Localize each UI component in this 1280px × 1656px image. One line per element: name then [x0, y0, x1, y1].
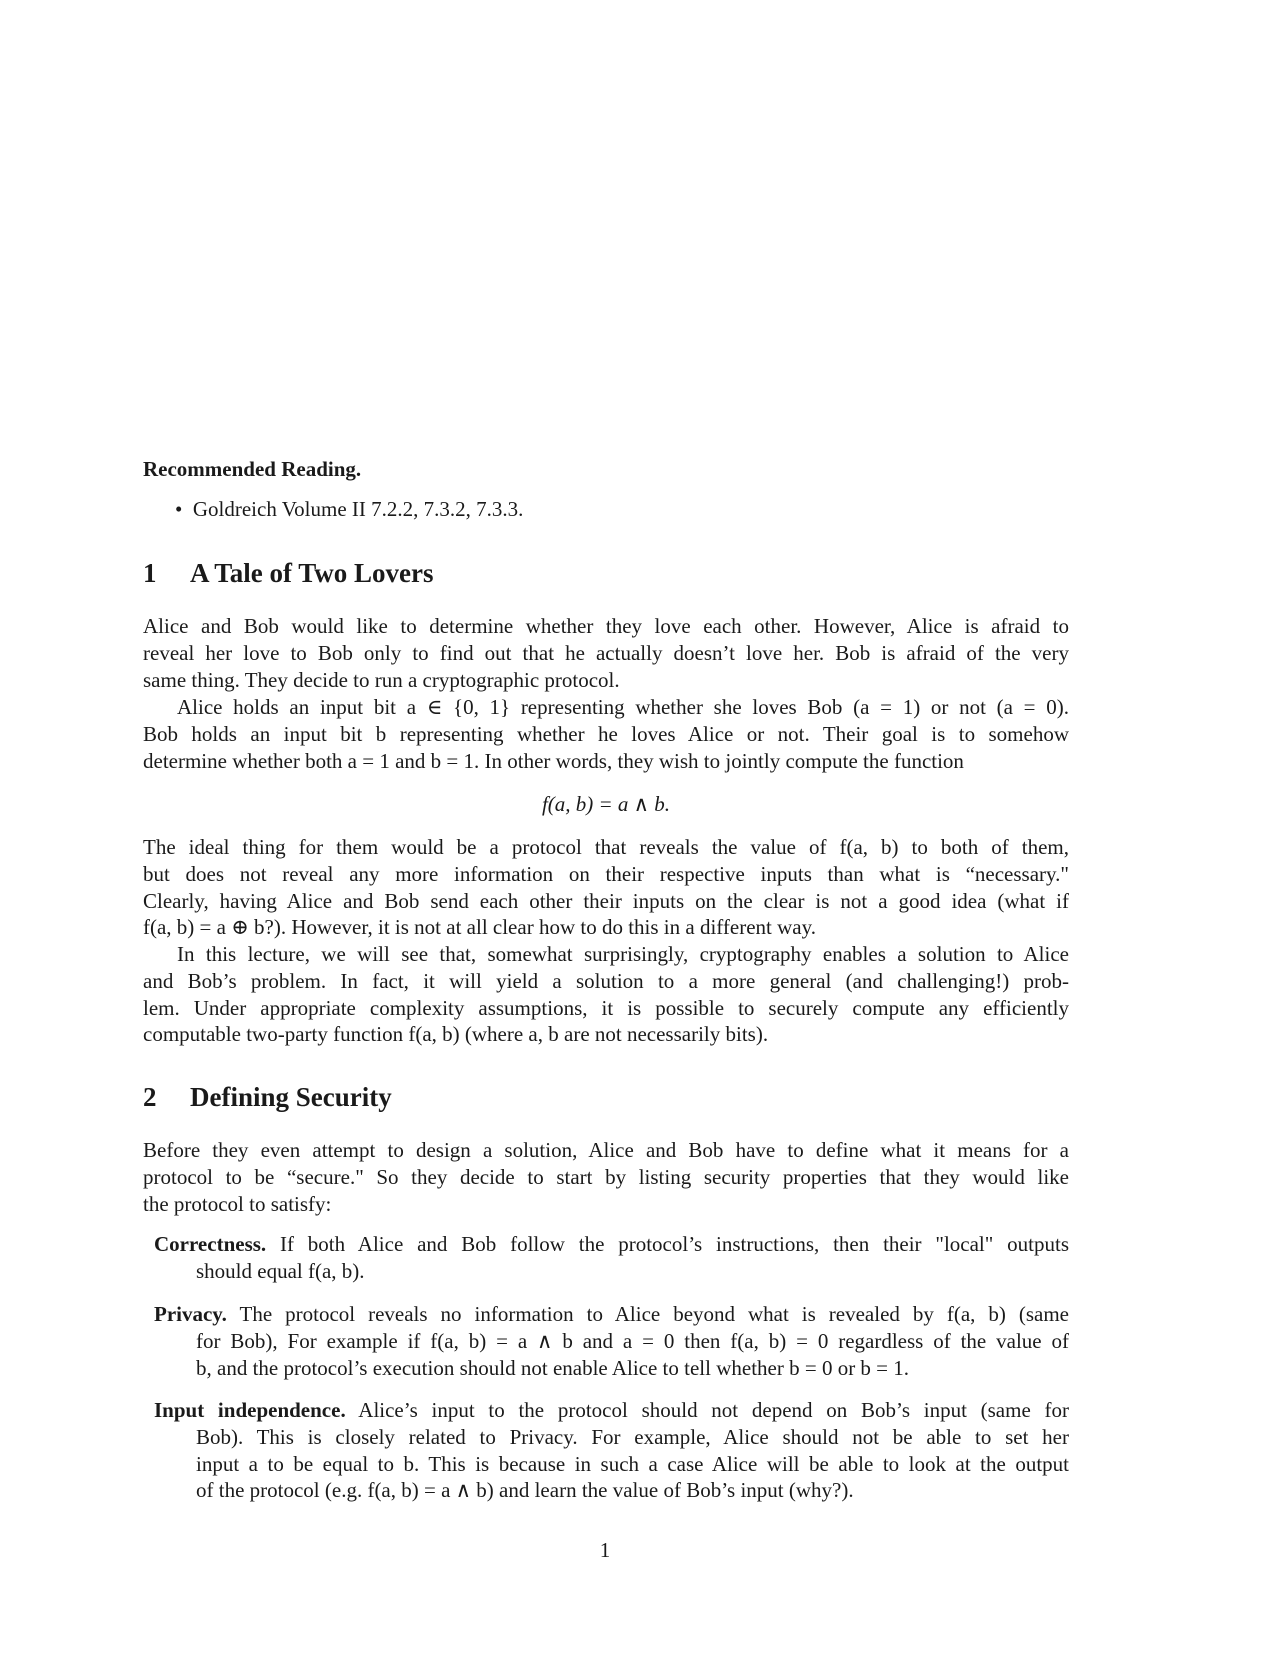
section-number: 1	[143, 558, 157, 588]
text-line: same thing. They decide to run a cryptographic protocol.	[143, 667, 620, 692]
display-equation	[143, 791, 1069, 818]
section-title: Defining Security	[190, 1082, 392, 1112]
page-number: 1	[599, 1538, 611, 1562]
text-line	[143, 1301, 1069, 1328]
text-line: the protocol to satisfy:	[143, 1191, 332, 1216]
text-line: The ideal thing for them would be a protocol that reveals the value of f(a, b) to both of them,	[143, 835, 1069, 859]
text-line	[143, 1397, 1069, 1424]
section-number: 2	[143, 1082, 157, 1112]
section-1-paragraph-4	[143, 941, 1069, 1048]
property-text: Alice’s input to the protocol should not depend on Bob’s input (same for	[345, 1398, 1069, 1422]
section-1-paragraph-3	[143, 834, 1069, 941]
property-privacy	[143, 1301, 1069, 1381]
text-line: Alice and Bob would like to determine whether they love each other. However, Alice is afraid to	[143, 614, 1069, 638]
text-line: should equal f(a, b).	[196, 1258, 365, 1283]
text-line: Alice holds an input bit a ∈ {0, 1} representing whether she loves Bob (a = 1) or not (a = 0).	[177, 695, 1069, 719]
property-text: If both Alice and Bob follow the protocol’s instructions, then their "local" outputs	[266, 1232, 1069, 1256]
section-1-paragraph-2	[143, 694, 1069, 774]
text-line: for Bob), For example if f(a, b) = a ∧ b and a = 0 then f(a, b) = 0 regardless of the value of	[196, 1328, 1069, 1353]
text-line: protocol to be “secure." So they decide to start by listing security properties that they would like	[143, 1164, 1069, 1189]
property-text: The protocol reveals no information to Alice beyond what is revealed by f(a, b) (same	[226, 1302, 1069, 1326]
text-line: f(a, b) = a ⊕ b?). However, it is not at all clear how to do this in a different way.	[143, 915, 816, 940]
text-line: but does not reveal any more information on their respective inputs than what is “necessary."	[143, 861, 1069, 886]
text-line: Bob holds an input bit b representing whether he loves Alice or not. Their goal is to somehow	[143, 721, 1069, 746]
property-label: Correctness.	[154, 1232, 267, 1256]
text-line: computable two-party function f(a, b) (where a, b are not necessarily bits).	[143, 1022, 769, 1047]
text-line: reveal her love to Bob only to find out that he actually doesn’t love her. Bob is afraid of the very	[143, 640, 1069, 665]
equation-text: f(a, b) = a ∧ b.	[541, 792, 671, 816]
section-2-heading	[143, 1082, 392, 1113]
text-line: In this lecture, we will see that, somewhat surprisingly, cryptography enables a solution to Alice	[177, 942, 1069, 966]
text-line: of the protocol (e.g. f(a, b) = a ∧ b) and learn the value of Bob’s input (why?).	[196, 1478, 854, 1503]
property-input-independence	[143, 1397, 1069, 1504]
text-line: and Bob’s problem. In fact, it will yield a solution to a more general (and challenging!) prob-	[143, 968, 1069, 993]
text-line: Bob). This is closely related to Privacy. For example, Alice should not be able to set her	[196, 1424, 1069, 1449]
property-label: Input independence.	[154, 1398, 346, 1422]
text-line: Clearly, having Alice and Bob send each other their inputs on the clear is not a good idea (what if	[143, 888, 1069, 913]
reading-list-item	[175, 497, 775, 522]
text-line: determine whether both a = 1 and b = 1. In other words, they wish to jointly compute the function	[143, 748, 964, 773]
property-correctness	[143, 1231, 1069, 1285]
property-label: Privacy.	[154, 1302, 227, 1326]
text-line: lem. Under appropriate complexity assumptions, it is possible to securely compute any efficiently	[143, 995, 1069, 1020]
text-line	[143, 1231, 1069, 1258]
text-line: input a to be equal to b. This is because in such a case Alice will be able to look at the output	[196, 1451, 1069, 1476]
recommended-reading-title	[143, 457, 1069, 482]
text-line: Before they even attempt to design a solution, Alice and Bob have to define what it means for a	[143, 1138, 1069, 1162]
reading-item-text: Goldreich Volume II 7.2.2, 7.3.2, 7.3.3.	[192, 497, 524, 521]
bullet-icon: •	[175, 497, 193, 521]
section-2-paragraph-1	[143, 1137, 1069, 1217]
recommended-reading-label: Recommended Reading.	[143, 457, 362, 481]
text-line: b, and the protocol’s execution should not enable Alice to tell whether b = 0 or b = 1.	[196, 1355, 910, 1380]
section-title: A Tale of Two Lovers	[190, 558, 434, 588]
section-1-heading	[143, 558, 434, 589]
section-1-paragraph-1	[143, 613, 1069, 693]
